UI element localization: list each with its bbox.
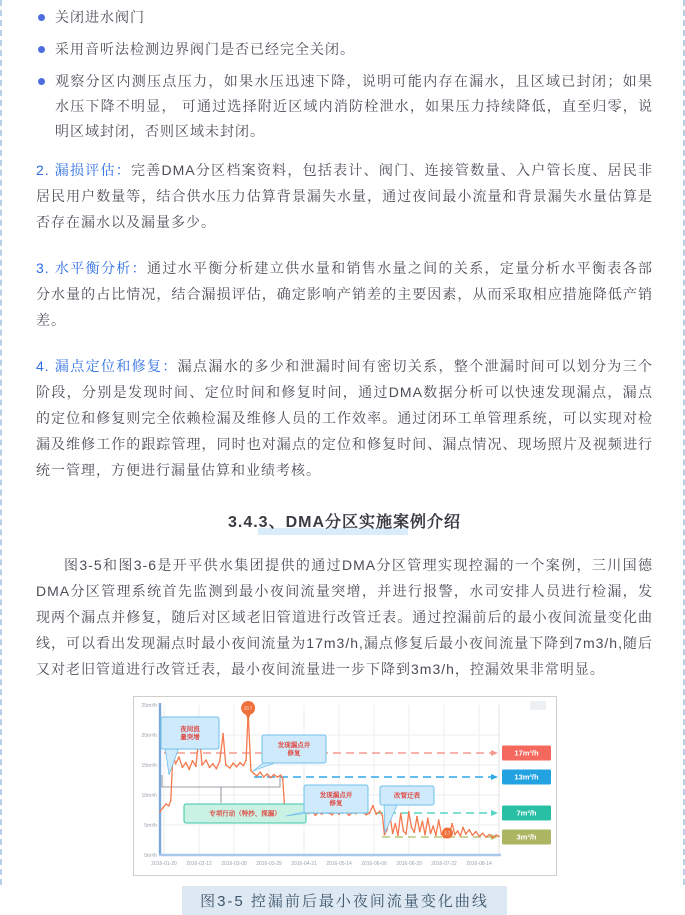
flow-series-point xyxy=(239,762,241,764)
flow-series-point xyxy=(232,762,234,764)
flow-series-point xyxy=(159,811,161,813)
annotation-label: 修复 xyxy=(287,750,300,757)
section-text: 完善DMA分区档案资料，包括表计、阀门、连接管数量、入户管长度、居民非居民用户数量等，结合供水压力估算背景漏失水量，通过夜间最小流量和背景漏失水量估算是否存在漏水以及漏量多少。 xyxy=(36,162,653,230)
section-text: 漏点漏水的多少和泄漏时间有密切关系，整个泄漏时间可以划分为三个阶段，分别是发现时间、定位时间和修复时间，通过DMA数据分析可以快速发现漏点，漏点的定位和修复则完全依赖检漏及维修人员的工作效率。通过闭环工单管理系统，可以实现对检漏及维修工作的跟踪管理，同时也对漏点的定位和修复时间、漏点情况、现场照片及视频进行统一管理，方便进行漏量估算和业绩考核。 xyxy=(36,358,653,478)
flow-series-point xyxy=(314,815,316,817)
flow-series-point xyxy=(205,759,207,761)
flow-series-point xyxy=(262,776,264,778)
flow-series-point xyxy=(399,813,401,815)
list-item-text: 观察分区内测压点压力，如果水压迅速下降，说明可能内存在漏水，且区域已封闭；如果水压下降不明显， 可通过选择附近区域内消防栓泄水，如果压力持续降低，直至归零，说明区域封闭，否则区域未封闭。 xyxy=(55,73,653,139)
reference-arrow-icon xyxy=(491,750,498,756)
balloon-value-label: 2.7 xyxy=(444,830,450,836)
figure-caption-row xyxy=(36,886,653,915)
section-label: 2. 漏损评估： xyxy=(36,162,132,178)
flow-series-point xyxy=(498,836,500,838)
flow-series-point xyxy=(418,831,420,833)
flow-series-point xyxy=(416,816,418,818)
flow-series-point xyxy=(429,833,431,835)
flow-series-point xyxy=(372,805,374,807)
x-tick-label: 2016-04-21 xyxy=(290,861,317,867)
flow-series-point xyxy=(492,837,494,839)
flow-series-point xyxy=(266,773,268,775)
flow-series-point xyxy=(471,834,473,836)
x-tick-label: 2016-01-20 xyxy=(150,861,177,867)
annotation-label: 量突增 xyxy=(179,734,200,741)
flow-series-point xyxy=(218,761,220,763)
reference-arrow-icon xyxy=(491,810,498,816)
flow-series-point xyxy=(273,774,275,776)
flow-series-point xyxy=(375,813,377,815)
section-heading xyxy=(36,509,653,532)
y-tick-label: 0m³/h xyxy=(143,853,157,859)
balloon-value-label: 23.7 xyxy=(243,705,252,711)
flow-series-point xyxy=(348,815,350,817)
flow-series-point xyxy=(426,818,428,820)
flow-series-point xyxy=(269,777,271,779)
flow-series-point xyxy=(259,771,261,773)
chart-watermark-icon xyxy=(530,701,546,710)
flow-series-point xyxy=(245,759,247,761)
x-tick-label: 2016-06-06 xyxy=(360,861,387,867)
flow-series-point xyxy=(224,764,226,766)
flow-chart-figure xyxy=(133,696,557,876)
annotation-label: 发现漏点并 xyxy=(277,742,310,749)
section-text: 通过水平衡分析建立供水量和销售水量之间的关系，定量分析水平衡表各部分水量的占比情况，结合漏损评估，确定影响产销差的主要因素，从而采取相应措施降低产销差。 xyxy=(36,260,653,328)
flow-series-point xyxy=(397,834,399,836)
flow-series-point xyxy=(432,825,434,827)
flow-series-point xyxy=(256,775,258,777)
flow-series-point xyxy=(181,767,183,769)
flow-series-point xyxy=(495,834,497,836)
flow-series-point xyxy=(365,814,367,816)
flow-series-point xyxy=(381,815,383,817)
flow-series-point xyxy=(456,830,458,832)
y-tick-label: 20m³/h xyxy=(140,733,157,739)
y-tick-label: 25m³/h xyxy=(140,703,157,709)
flow-series-point xyxy=(279,774,281,776)
annotation-label: 改管迁表 xyxy=(393,792,420,800)
annotation-label: 修复 xyxy=(329,800,342,807)
flow-series-point xyxy=(478,836,480,838)
flow-series-point xyxy=(321,813,323,815)
bullet-dot-icon xyxy=(38,78,45,85)
flow-series-point xyxy=(391,833,393,835)
x-tick-label: 2016-03-08 xyxy=(220,861,247,867)
y-tick-label: 10m³/h xyxy=(140,793,157,799)
flow-series-point xyxy=(169,800,171,802)
flow-series-point xyxy=(451,823,453,825)
x-tick-label: 2016-05-14 xyxy=(325,861,352,867)
y-tick-label: 5m³/h xyxy=(143,823,157,829)
flow-series-point xyxy=(331,814,333,816)
flow-series-point xyxy=(488,834,490,836)
flow-series-point xyxy=(167,805,169,807)
x-tick-label: 2016-08-14 xyxy=(465,861,492,867)
flow-series-point xyxy=(468,829,470,831)
bullet-dot-icon xyxy=(38,14,45,21)
flow-series-point xyxy=(276,776,278,778)
flow-series-point xyxy=(252,773,254,775)
flow-series-point xyxy=(421,821,423,823)
flow-series-point xyxy=(410,827,412,829)
numbered-section xyxy=(36,353,653,483)
flow-series-point xyxy=(437,819,439,821)
bullet-list xyxy=(36,5,653,144)
flow-series-point xyxy=(235,766,237,768)
flow-series-point xyxy=(481,833,483,835)
flow-series-point xyxy=(454,834,456,836)
list-item-text: 采用音听法检测边界阀门是否已经完全关闭。 xyxy=(55,41,355,57)
flow-series-point xyxy=(407,811,409,813)
bullet-dot-icon xyxy=(38,46,45,53)
flow-series-point xyxy=(378,810,380,812)
flow-series-point xyxy=(459,835,461,837)
flow-series-point xyxy=(201,764,203,766)
annotation-label: 夜间流 xyxy=(179,726,200,733)
flow-series-point xyxy=(402,830,404,832)
flow-series-point xyxy=(222,733,224,735)
flow-series-point xyxy=(485,836,487,838)
flow-series-point xyxy=(462,827,464,829)
numbered-section xyxy=(36,255,653,333)
section-label: 4. 漏点定位和修复： xyxy=(36,358,178,374)
flow-series-point xyxy=(162,807,164,809)
flow-series-point xyxy=(208,767,210,769)
flow-series-point xyxy=(178,756,180,758)
flow-series-point xyxy=(215,768,217,770)
flow-series-point xyxy=(464,833,466,835)
flow-series-point xyxy=(475,831,477,833)
flow-series-point xyxy=(184,762,186,764)
section-paragraphs xyxy=(36,157,653,483)
flow-series-point xyxy=(383,834,385,836)
x-tick-label: 2016-06-29 xyxy=(395,861,422,867)
reference-arrow-icon xyxy=(491,774,498,780)
heading-text: 3.4.3、DMA分区实施案例介绍 xyxy=(227,514,462,531)
flow-series-point xyxy=(228,767,230,769)
reference-badge-label: 17m³/h xyxy=(513,748,539,758)
reference-badge-label: 3m³/h xyxy=(515,832,537,842)
flow-series-point xyxy=(188,768,190,770)
flow-series-point xyxy=(368,812,370,814)
flow-series-point xyxy=(281,777,283,779)
flow-series-point xyxy=(394,823,396,825)
list-item xyxy=(36,69,653,144)
annotation-label: 发现漏点并 xyxy=(319,792,352,799)
flow-series-point xyxy=(405,833,407,835)
annotation-box xyxy=(304,785,368,813)
flow-series-point xyxy=(424,834,426,836)
list-item xyxy=(36,37,653,62)
figure-caption: 图3-5 控漏前后最小夜间流量变化曲线 xyxy=(182,886,507,915)
flow-chart-canvas xyxy=(134,697,554,875)
reference-badge-label: 13m³/h xyxy=(513,772,539,782)
annotation-box xyxy=(262,735,326,763)
flow-series-point xyxy=(413,831,415,833)
flow-series-point xyxy=(174,763,176,765)
flow-series-point xyxy=(165,803,167,805)
section-bracket xyxy=(162,775,280,803)
annotation-label: 专项行动（特抄、探漏） xyxy=(208,810,281,818)
flow-series-point xyxy=(212,763,214,765)
reference-badge-label: 7m³/h xyxy=(515,808,537,818)
list-item-text: 关闭进水阀门 xyxy=(55,9,145,25)
x-tick-label: 2016-07-22 xyxy=(430,861,457,867)
flow-series-point xyxy=(435,834,437,836)
section-label: 3. 水平衡分析： xyxy=(36,260,147,276)
flow-series-point xyxy=(338,813,340,815)
flow-series-point xyxy=(195,765,197,767)
flow-series-point xyxy=(250,770,252,772)
list-item xyxy=(36,5,653,30)
case-paragraph: 图3-5和图3-6是开平供水集团提供的通过DMA分区管理实现控漏的一个案例，三川国德DMA分区管理系统首先监测到最小夜间流量突增，并进行报警，水司安排人员进行检漏，发现两个漏点并修复，随后对区域老旧管道进行改管迁表。通过控漏前后的最小夜间流量变化曲线，可以看出发现漏点时最小夜间流量为17m3/h,漏点修复后最小夜间流量下降到7m3/h,随后又对老旧管道进行改管迁表，最小夜间流量进一步下降到3m3/h，控漏效果非常明显。 xyxy=(36,557,653,677)
annotation-box xyxy=(161,717,219,749)
x-tick-label: 2016-02-12 xyxy=(185,861,212,867)
y-tick-label: 15m³/h xyxy=(140,763,157,769)
numbered-section xyxy=(36,157,653,235)
flow-series-point xyxy=(191,760,193,762)
flow-series-point xyxy=(242,765,244,767)
x-tick-label: 2016-03-29 xyxy=(255,861,282,867)
